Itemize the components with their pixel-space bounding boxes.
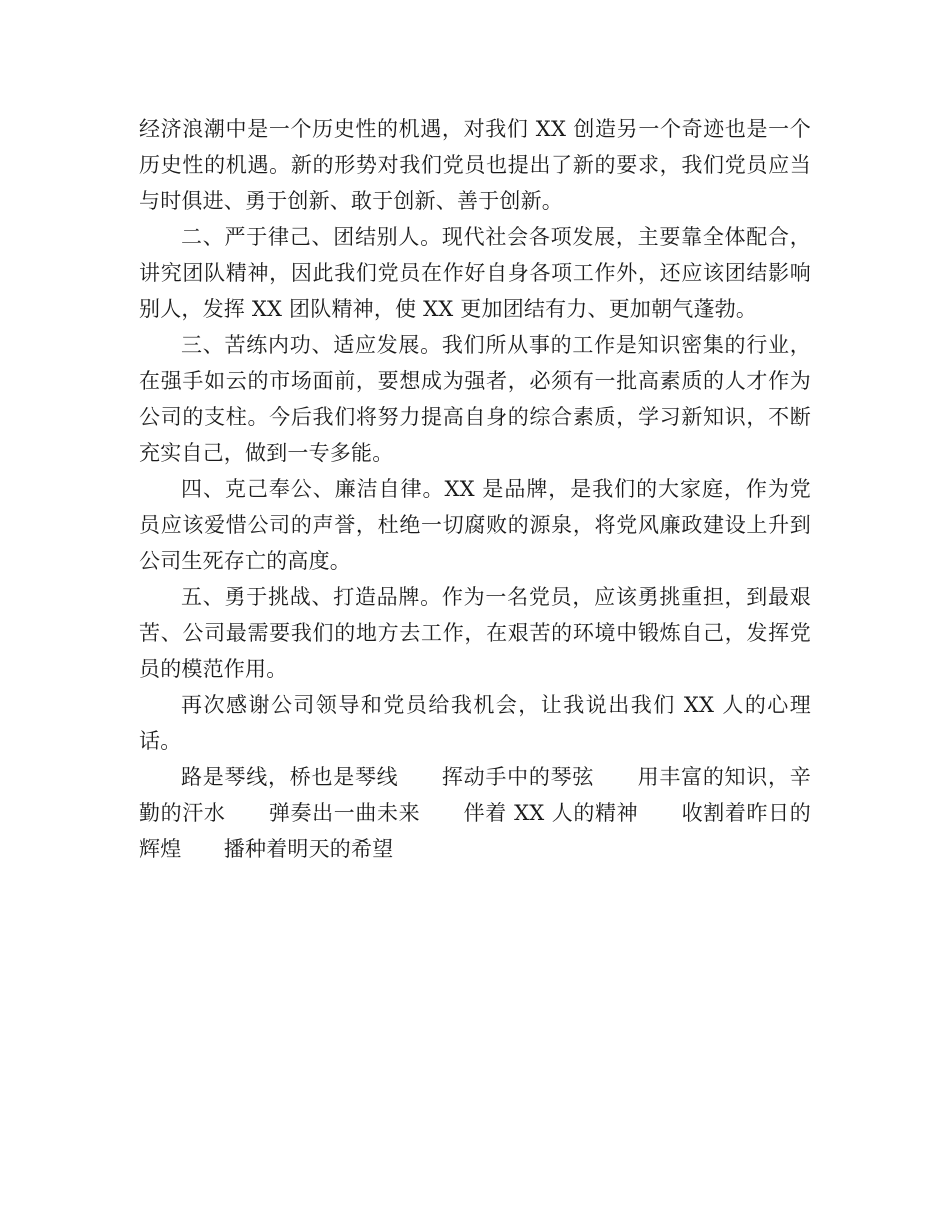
paragraph-poem: 路是琴线，桥也是琴线 挥动手中的琴弦 用丰富的知识，辛勤的汗水 弹奏出一曲未来 伴着 XX 人的精神 收割着昨日的辉煌 播种着明天的希望	[139, 765, 811, 861]
paragraph-thanks: 再次感谢公司领导和党员给我机会，让我说出我们 XX 人的心理话。	[139, 693, 811, 753]
paragraph-continuation: 经济浪潮中是一个历史性的机遇，对我们 XX 创造另一个奇迹也是一个历史性的机遇。新的形势对我们党员也提出了新的要求，我们党员应当与时俱进、勇于创新、敢于创新、善于创新。	[139, 117, 811, 213]
paragraph-point-four: 四、克己奉公、廉洁自律。XX 是品牌，是我们的大家庭，作为党员应该爱惜公司的声誉，杜绝一切腐败的源泉，将党风廉政建设上升到公司生死存亡的高度。	[139, 477, 811, 573]
paragraph-point-two: 二、严于律己、团结别人。现代社会各项发展，主要靠全体配合，讲究团队精神，因此我们党员在作好自身各项工作外，还应该团结影响别人，发挥 XX 团队精神，使 XX 更加团结有力、更加朝气蓬勃。	[139, 225, 811, 321]
paragraph-point-five: 五、勇于挑战、打造品牌。作为一名党员，应该勇挑重担，到最艰苦、公司最需要我们的地方去工作，在艰苦的环境中锻炼自己，发挥党员的模范作用。	[139, 585, 811, 681]
paragraph-point-three: 三、苦练内功、适应发展。我们所从事的工作是知识密集的行业，在强手如云的市场面前，要想成为强者，必须有一批高素质的人才作为公司的支柱。今后我们将努力提高自身的综合素质，学习新知识，不断充实自己，做到一专多能。	[139, 333, 811, 465]
document-body	[139, 111, 811, 867]
